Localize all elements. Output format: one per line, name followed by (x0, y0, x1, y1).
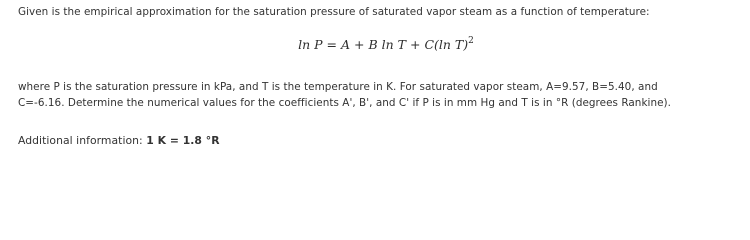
equation-plus-1: + (354, 37, 365, 52)
equation-term-c: C(ln T) (424, 37, 469, 52)
equation-term-b: B ln T (368, 37, 406, 52)
equation-equals: = (326, 37, 337, 52)
intro-text: Given is the empirical approximation for the saturation pressure of saturated vapor steam as a function of temperature: (18, 6, 650, 18)
equation-exponent: 2 (468, 35, 474, 46)
paragraph-line-2: C=-6.16. Determine the numerical values for the coefficients A', B', and C' if P is in mm Hg and T is in °R (degrees Rankine). (18, 97, 671, 109)
equation-lhs: ln P (298, 37, 323, 52)
equation-plus-2: + (409, 37, 421, 52)
additional-information (18, 134, 220, 148)
saturation-pressure-equation (0, 37, 750, 53)
equation-term-a: A (340, 37, 351, 52)
paragraph-line-1: where P is the saturation pressure in kPa, and T is the temperature in K. For saturated vapor steam, A=9.57, B=5.40, and (18, 81, 658, 93)
additional-info-value: 1 K = 1.8 °R (146, 134, 220, 147)
additional-info-label: Additional information: (18, 134, 143, 147)
